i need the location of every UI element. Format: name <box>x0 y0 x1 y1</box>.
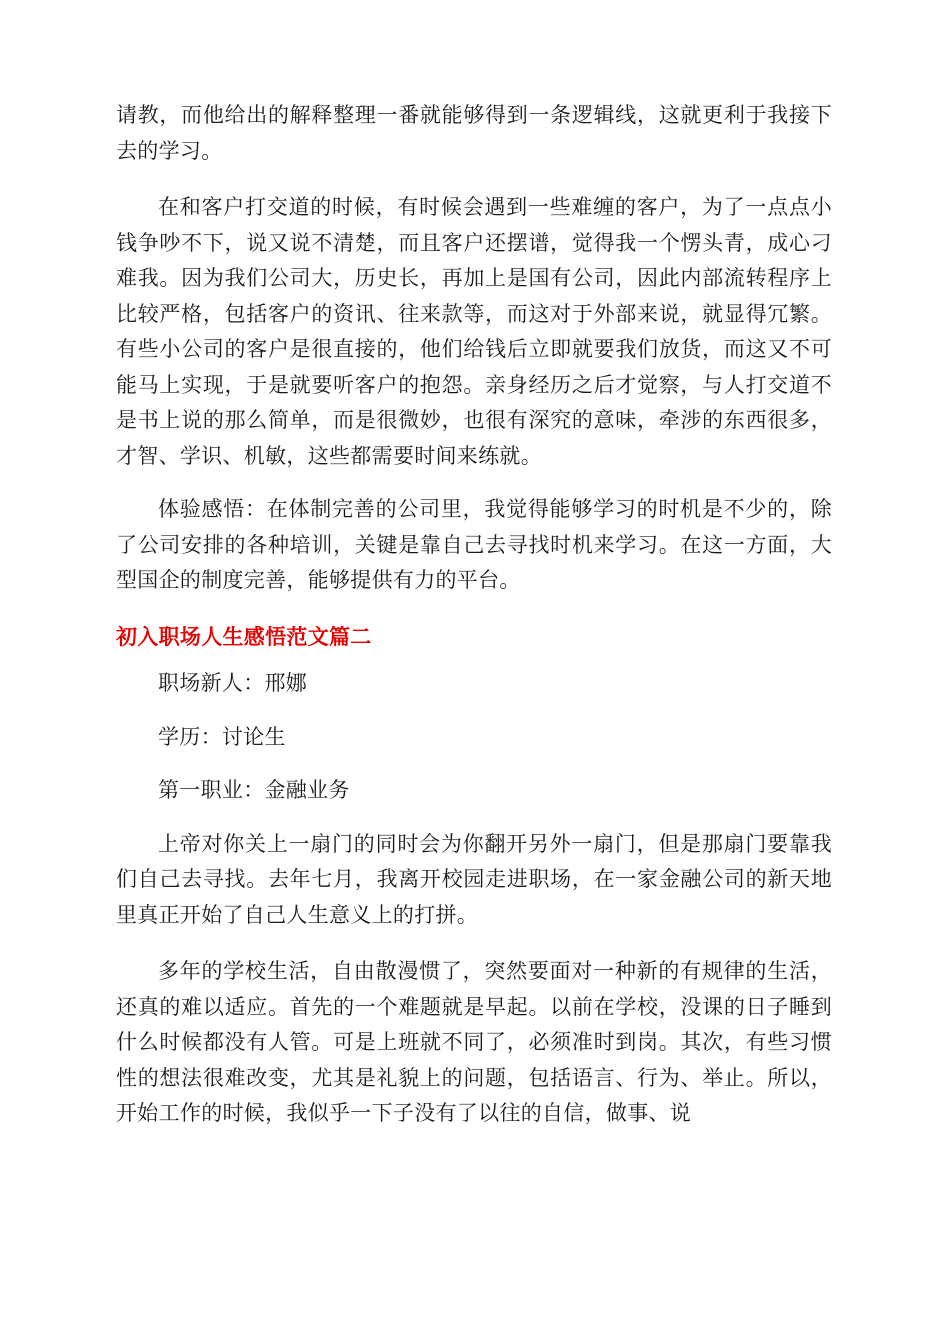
paragraph-continuation: 请教，而他给出的解释整理一番就能够得到一条逻辑线，这就更利于我接下去的学习。 <box>116 103 832 163</box>
paragraph-experience-insight: 体验感悟：在体制完善的公司里，我觉得能够学习的时机是不少的，除了公司安排的各种培训，关键是靠自己去寻找时机来学习。在这一方面，大型国企的制度完善，能够提供有力的平台。 <box>116 497 832 592</box>
document-page <box>116 98 832 1132</box>
paragraph-new-door: 上帝对你关上一扇门的同时会为你翻开另外一扇门，但是那扇门要靠我们自己去寻找。去年七月，我离开校园走进职场，在一家金融公司的新天地里真正开始了自己人生意义上的打拼。 <box>116 831 832 927</box>
profile-job-line: 第一职业：金融业务 <box>158 778 350 802</box>
profile-education-line: 学历：讨论生 <box>158 724 286 749</box>
profile-name-line: 职场新人：邢娜 <box>158 671 308 695</box>
paragraph-customer-dealing: 在和客户打交道的时候，有时候会遇到一些难缠的客户，为了一点点小钱争吵不下，说又说不清楚，而且客户还摆谱，觉得我一个愣头青，成心刁难我。因为我们公司大，历史长，再加上是国有公司，因此内部流转程序上比较严格，包括客户的资讯、往来款等，而这对于外部来说，就显得冗繁。有些小公司的客户是很直接的，他们给钱后立即就要我们放货，而这又不可能马上实现，于是就要听客户的抱怨。亲身经历之后才觉察，与人打交道不是书上说的那么简单，而是很微妙，也很有深究的意味，牵涉的东西很多，才智、学识、机敏，这些都需要时间来练就。 <box>116 195 832 468</box>
section-heading: 初入职场人生感悟范文篇二 <box>116 623 372 649</box>
paragraph-school-life: 多年的学校生活，自由散漫惯了，突然要面对一种新的有规律的生活，还真的难以适应。首先的一个难题就是早起。以前在学校，没课的日子睡到什么时候都没有人管。可是上班就不同了，必须准时到岗。其次，有些习惯性的想法很难改变，尤其是礼貌上的问题，包括语言、行为、举止。所以，开始工作的时候，我似乎一下子没有了以往的自信，做事、说 <box>116 959 832 1125</box>
